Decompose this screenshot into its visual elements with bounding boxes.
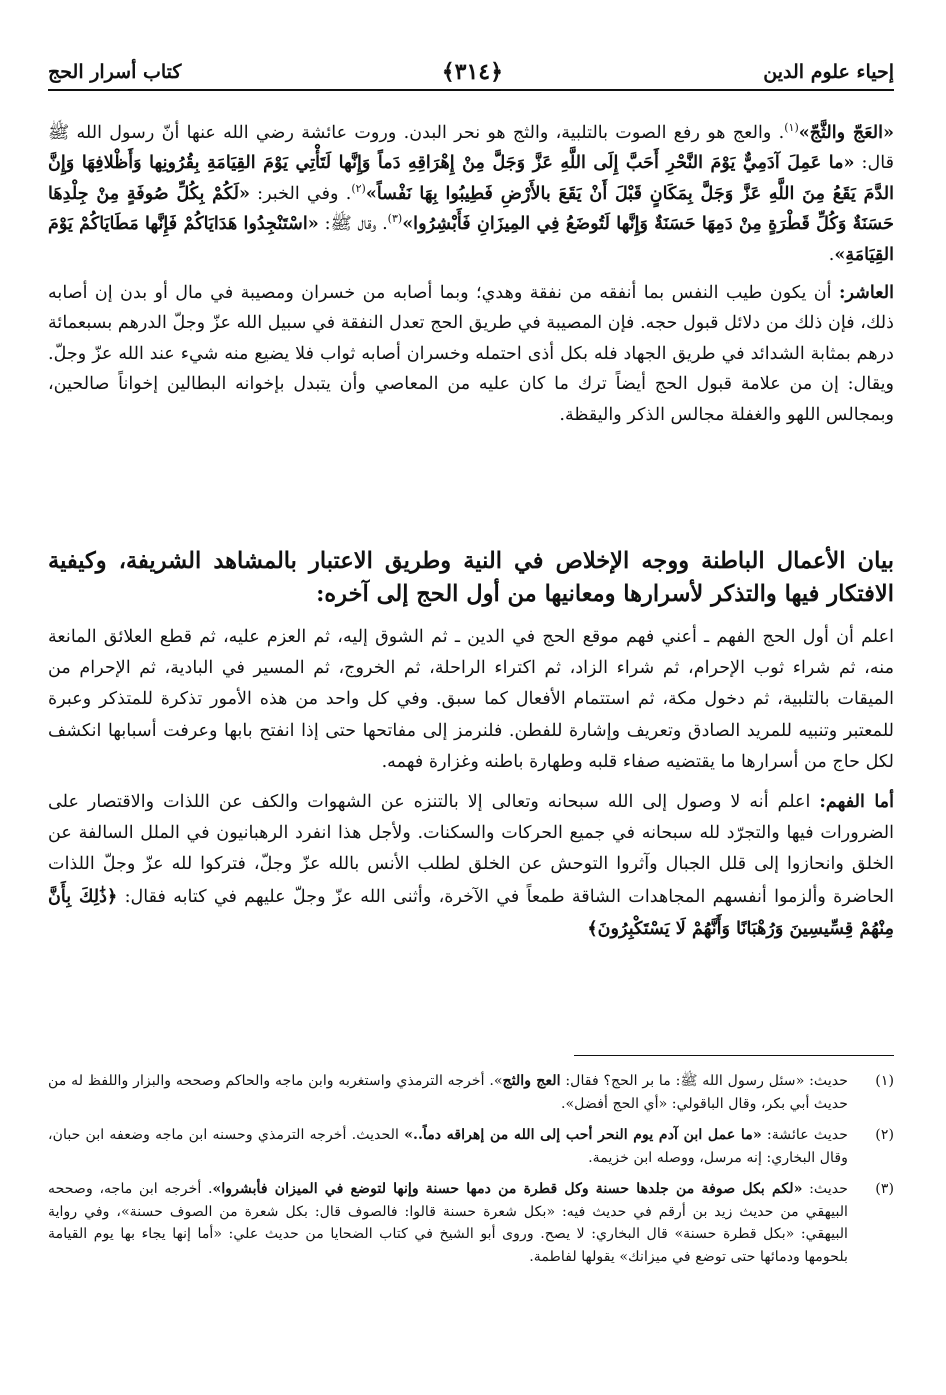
footnote-number: (٢) xyxy=(875,1127,894,1143)
paragraph-understanding xyxy=(48,786,894,945)
footnote-text xyxy=(48,1070,848,1115)
text-aisha-narration: . والعج هو رفع الصوت بالتلبية، والثج هو نحر البدن. وروت عائشة رضي الله عنها أنّ رسول الله ﷺ قال: xyxy=(48,123,895,174)
footnote-rest: ». أخرجه الترمذي واستغربه وابن ماجه والحاكم وصححه والبزار واللفظ له من حديث أبي بكر، وقال الباقولي: «أي الحج أفضل». xyxy=(48,1073,848,1112)
footnote-3 xyxy=(48,1178,894,1268)
chapter-title: كتاب أسرار الحج xyxy=(48,61,182,83)
spacer xyxy=(48,270,894,278)
section-body xyxy=(48,622,894,945)
hadith-yawm-nahr: «ما عَمِلَ آدَمِيٌّ يَوْمَ النَّحْرِ أَحَبَّ إِلَى اللَّهِ عَزَّ وَجَلَّ مِنْ إِهْرَاقِهِ دَماً وَإِنَّها لَتَأْتِي يَوْمَ القِيَامَةِ بِقُرُونِها وَأَظْلافِهَا وَإِنَّ الدَّمَ يَقَعُ مِنَ اللَّهِ عَزَّ وَجَلَّ بِمَكَانٍ قَبْلَ أَنْ يَقَعَ بالأَرْضِ فَطِيبُوا بِهَا نَفْساً» xyxy=(48,152,895,204)
section-heading: بيان الأعمال الباطنة ووجه الإخلاص في النية وطريق الاعتبار بالمشاهد الشريفة، وكيفية الافتكار فيها والتذكر لأسرارها ومعانيها من أول الحج إلى آخره: xyxy=(48,548,894,607)
footnote-ref-1[interactable]: (١) xyxy=(784,121,799,135)
footnote-2 xyxy=(48,1124,894,1169)
quran-verse: ﴿ذَٰلِكَ بِأَنَّ مِنْهُمْ قِسِّيسِينَ وَرُهْبَانًا وَأَنَّهُمْ لَا يَسْتَكْبِرُونَ﴾ xyxy=(48,885,894,939)
tenth-text: أن يكون طيب النفس بما أنفقه من نفقة وهدي؛ وبما أصابه من خسران ومصيبة في مال أو بدن إن أصابه ذلك، فإن ذلك من دلائل قبول حجه. فإن المصيبة في طريق الحج تعدل النفقة في سبيل الله عزّ وجلّ الدرهم بسبعمائة درهم بمثابة الشدائد في طريق الجهاد فله بكل أذى احتمله وخسران أصابه ثواب فلا يضيع منه شيء عند الله عزّ وجلّ. ويقال: إن من علامة قبول الحج أيضاً ترك ما كان عليه من المعاصي وأن يتبدل بإخوانه البطالين إخواناً صالحين، وبمجالس اللهو والغفلة مجالس الذكر واليقظة. xyxy=(48,283,894,425)
spacer xyxy=(48,778,894,786)
text-qal: . وقال ﷺ: xyxy=(324,214,388,235)
understanding-label: أما الفهم: xyxy=(819,791,894,813)
footnote-1 xyxy=(48,1070,894,1115)
hadith-sufa: «لَكُمْ بِكُلِّ صُوفَةٍ مِنْ جِلْدِهَا حَسَنَةٌ وَكُلِّ قَطْرَةٍ مِنْ دَمِهَا حَسَنَةٌ وَإِنَّها لَتُوضَعُ فِي المِيزَانِ فَأَبْشِرُوا» xyxy=(48,182,894,235)
footnotes xyxy=(48,1070,894,1277)
paragraph-tenth xyxy=(48,278,894,430)
footnote-number: (٣) xyxy=(875,1181,894,1197)
footnote-rest: الحديث. أخرجه الترمذي وحسنه ابن ماجه وضعفه ابن حبان، وقال البخاري: إنه مرسل، ووصله ابن خزيمة. xyxy=(48,1127,848,1166)
footnote-ref-2[interactable]: (٢) xyxy=(351,181,366,195)
footnote-bold: العج والثج xyxy=(502,1073,561,1089)
page-header xyxy=(48,55,894,91)
page-number: ﴿٣١٤﴾ xyxy=(441,59,503,85)
hadith-istanjidu: «اسْتَنْجِدُوا هَدَايَاكُمْ فَإِنَّها مَطَايَاكُمْ يَوْمَ القِيَامَةِ» xyxy=(48,213,894,265)
footnote-intro: حديث: «سئل رسول الله ﷺ: ما بر الحج؟ فقال: xyxy=(565,1073,849,1089)
footnote-number: (١) xyxy=(875,1073,894,1089)
understanding-text: اعلم أنه لا وصول إلى الله سبحانه وتعالى إلا بالتنزه عن الشهوات والكف عن اللذات والاقتصار على الضرورات فيها والتجرّد لله سبحانه في جميع الحركات والسكنات. ولأجل هذا انفرد الرهبانيون في الملل السالفة عن الخلق وانحازوا إلى قلل الجبال وآثروا التوحش عن الخلق لطلب الأنس بالله عزّ وجلّ، فتركوا لله عزّ وجلّ اللذات الحاضرة وألزموا أنفسهم المجاهدات الشاقة طمعاً في الآخرة، وأثنى الله عزّ وجلّ عليهم في كتابه فقال: xyxy=(48,792,895,907)
tenth-label: العاشر: xyxy=(838,282,894,304)
text-period: . xyxy=(828,244,835,265)
text-khabar-intro: . وفي الخبر: xyxy=(257,183,352,204)
paragraph-sacrifice xyxy=(48,118,894,270)
footnote-divider xyxy=(574,1055,894,1056)
footnote-ref-3[interactable]: (٣) xyxy=(387,212,403,226)
footnote-intro: حديث: xyxy=(809,1181,849,1197)
footnote-intro: حديث عائشة: xyxy=(766,1127,848,1143)
book-title: إحياء علوم الدين xyxy=(763,61,894,83)
paragraph-first-of-hajj: اعلم أن أول الحج الفهم ـ أعني فهم موقع الحج في الدين ـ ثم الشوق إليه، ثم العزم عليه، ثم قطع العلائق المانعة منه، ثم شراء ثوب الإحرام، ثم شراء الزاد، ثم اكتراء الراحلة، ثم الخروج، ثم المسير في البادية، ثم الإحرام من الميقات بالتلبية، ثم دخول مكة، ثم استتمام الأفعال كما سبق. وفي كل واحد من هذه الأمور تذكرة للمتذكر وعبرة للمعتبر وتنبيه للمريد الصادق وتعريف وإشارة للفطن. فلنرمز إلى مفاتحها حتى إذا انفتح بابها وعرفت أسبابها انكشف لكل حاج من أسرارها ما يقتضيه صفاء قلبه وطهارة باطنه وغزارة فهمه. xyxy=(48,627,894,772)
hadith-ajj-thajj: «العَجّ والثَّجّ» xyxy=(798,122,894,143)
footnote-bold: «ما عمل ابن آدم يوم النحر أحب إلى الله من إهراقه دماً..» xyxy=(404,1127,762,1143)
footnote-rest: . أخرجه ابن ماجه، وصححه البيهقي من حديث زيد بن أرقم في حديث فيه: «بكل شعرة حسنة قالوا: فالصوف قال: بكل شعرة من الصوف حسنة»، وفي رواية البيهقي: «بكل قطرة حسنة» قال البخاري: لا يصح. وروى أبو الشيخ في كتاب الضحايا من حديث علي: «أما إنها يجاء بها يوم القيامة بلحومها ودمائها حتى توضع في ميزانك» يقولها لفاطمة. xyxy=(48,1181,848,1265)
footnote-text xyxy=(48,1178,848,1268)
footnote-bold: «لكم بكل صوفة من جلدها حسنة وكل قطرة من دمها حسنة وإنها لتوضع في الميزان فأبشروا» xyxy=(212,1181,803,1197)
top-text-block xyxy=(48,118,894,430)
footnote-text xyxy=(48,1124,848,1169)
